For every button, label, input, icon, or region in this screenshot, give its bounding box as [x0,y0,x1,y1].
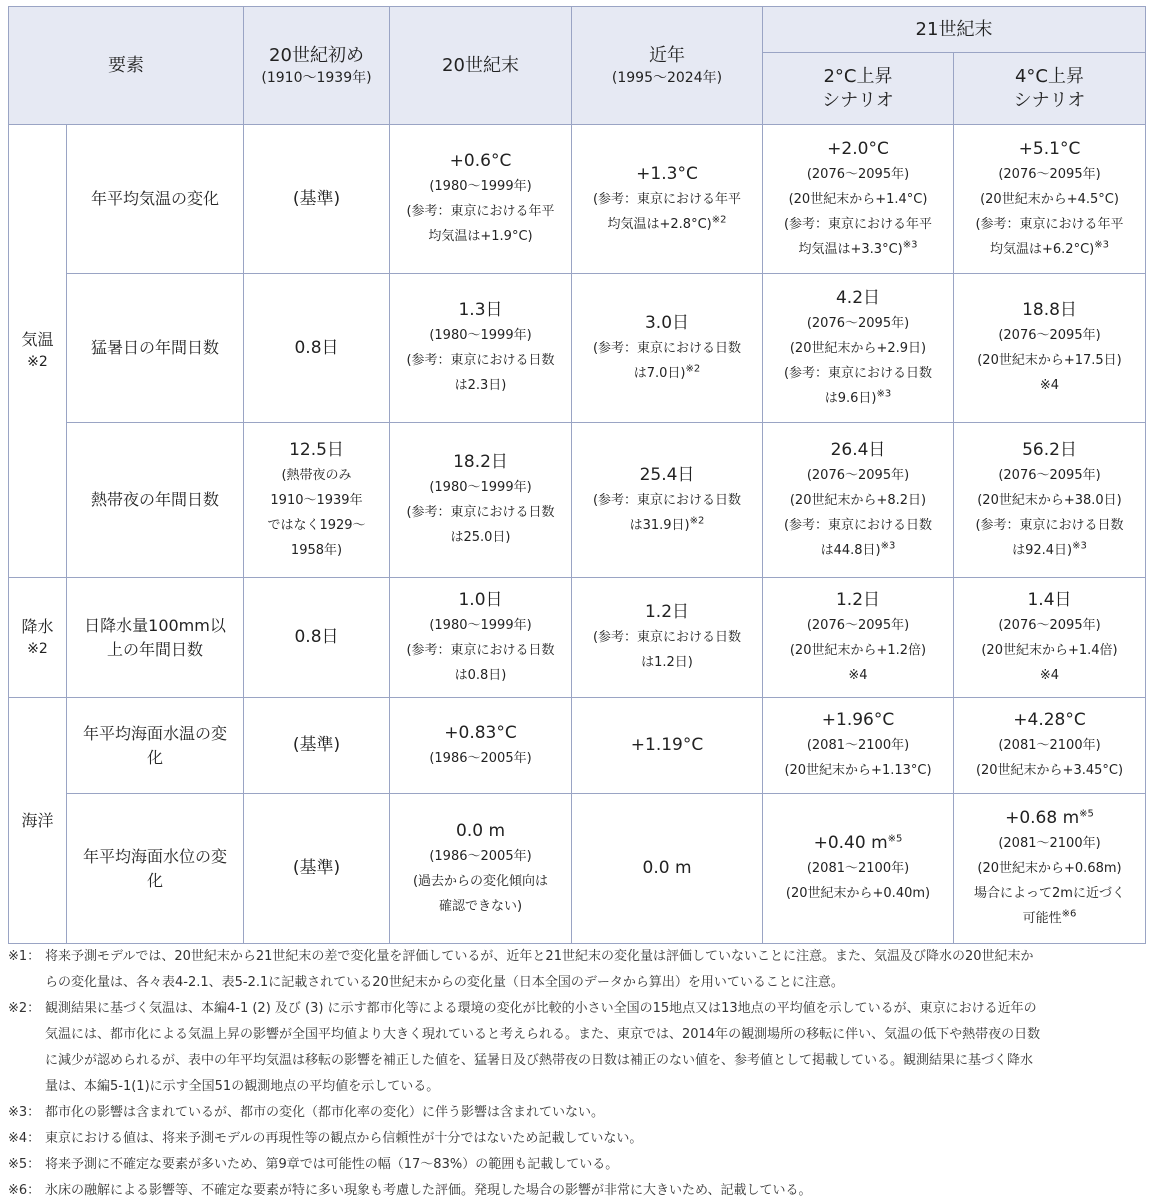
value: 3.0日 [644,312,690,333]
element-tropical-nights: 熱帯夜の年間日数 [67,423,244,578]
element-hot-days: 猛暑日の年間日数 [67,274,244,423]
note-line [766,386,950,411]
note-text: は9.6日) [824,390,877,406]
footnote-line: 氷床の融解による影響等、不確定な要素が特に多い現象も考慮した評価。発現した場合の影響が非常に大きいため、記載している。 [45,1183,812,1198]
value: 0.0 m [642,858,692,878]
footnote-line: 量は、本編5-1(1)に示す全国51の観測地点の平均値を示している。 [45,1079,440,1094]
note-text: は92.4日) [1012,542,1073,558]
change: (20世紀末から+1.4°C) [788,191,928,207]
value: +4.28°C [1013,710,1086,730]
footnote-ref: ※4 [1039,378,1060,393]
note-line: (参考：東京における日数 [783,365,933,381]
group-precipitation-name: 降水 [21,616,54,636]
cell-recent [572,423,763,578]
change: (20世紀末から+2.9日) [789,340,927,356]
table-row [9,274,1146,423]
note-text: は44.8日) [820,542,881,558]
change: (20世紀末から+0.68m) [977,861,1122,876]
note-line [766,538,950,563]
header-recent-period: (1995〜2024年) [611,69,723,86]
note-line: 場合によって2mに近づく [974,886,1125,901]
header-early-title: 20世紀初め [269,44,364,66]
footnote-text [45,1100,1146,1126]
note-line: (参考：東京における日数 [592,492,742,508]
header-element: 要素 [9,7,244,125]
header-2c-scenario [763,53,954,125]
note-line: (参考：東京における日数 [406,505,555,520]
footnote [8,996,1146,1100]
footnote-ref: ※2 [689,515,705,527]
climate-change-table [8,6,1146,944]
note-line: (参考：東京における日数 [783,517,933,533]
footnote-mark: ※3： [8,1105,41,1120]
note-line: (参考：東京における年平 [406,204,555,219]
cell-early [244,794,390,944]
cell-4c [954,698,1146,794]
cell-4c [954,125,1146,274]
footnote-line: 将来予測に不確定な要素が多いため、第9章では可能性の幅（17〜83%）の範囲も記載している。 [45,1157,619,1172]
header-2c-line2: シナリオ [822,89,894,111]
note-line [575,361,759,386]
element-line: 化 [146,747,163,767]
cell-recent [572,125,763,274]
footnote-line: 観測結果に基づく気温は、本編4-1 (2) 及び (3) に示す都市化等による環境の変化が比較的小さい全国の15地点又は13地点の平均値を示しているが、東京における近年の [45,1001,1037,1016]
group-precipitation [9,578,67,698]
note-line: (熱帯夜のみ [281,467,352,483]
note-line: (参考：東京における日数 [406,353,555,368]
note-line [575,513,759,538]
header-recent-title: 近年 [649,44,685,66]
header-4c-line2: シナリオ [1013,89,1086,111]
period: (2076〜2095年) [806,617,910,633]
value-text: +0.68 m [1005,808,1080,828]
element-line: 日降水量100mm以 [84,615,226,635]
footnote [8,1152,1146,1178]
header-21st-century-end: 21世紀末 [763,7,1146,53]
group-temperature-note: ※2 [27,354,48,370]
group-ocean [9,698,67,944]
period: (1980〜1999年) [429,179,532,194]
value: 56.2日 [1022,439,1077,460]
cell-4c [954,423,1146,578]
value: (基準) [292,188,341,209]
note-text: 均気温は+2.8°C) [607,216,712,232]
change: (20世紀末から+1.13°C) [784,763,932,778]
footnote [8,1100,1146,1126]
period: (2076〜2095年) [806,166,910,182]
footnote-line: らの変化量は、各々表4-2.1、表5-2.1に記載されている20世紀末からの変化量（日本全国のデータから算出）を用いていることに注意。 [45,975,844,990]
footnote-ref: ※4 [1039,667,1060,683]
value: (基準) [292,735,341,755]
value: +5.1°C [1018,138,1081,159]
header-2c-line1: 2°C上昇 [823,65,893,87]
group-temperature [9,125,67,578]
note-line: は1.2日) [641,655,693,670]
change: (20世紀末から+0.40m) [785,886,931,901]
footnote-ref: ※3 [1094,239,1109,251]
footnote-ref: ※3 [1072,540,1087,552]
value: 1.2日 [644,602,690,622]
footnote-line: 気温には、都市化による気温上昇の影響が全国平均値より大きく現れていると考えられる。また、東京では、2014年の観測場所の移転に伴い、気温の低下や熱帯夜の日数 [45,1027,1041,1042]
cell-2c [763,794,954,944]
note-line: (参考：東京における年平 [783,216,933,232]
footnote-mark: ※2： [8,1001,41,1016]
element-sea-surface-temp [67,698,244,794]
value: 1.0日 [458,589,503,610]
footnote-ref: ※3 [876,388,892,400]
footnote-line: 東京における値は、将来予測モデルの再現性等の観点から信頼性が十分ではないため記載していない。 [45,1131,643,1146]
footnote-ref: ※5 [887,833,903,845]
note-text: は7.0日) [633,365,686,381]
cell-late [390,423,572,578]
footnote-ref: ※6 [1061,908,1077,920]
cell-late [390,794,572,944]
note-line: (参考：東京における日数 [592,630,742,645]
note-line: (参考：東京における日数 [975,517,1124,533]
value [766,831,950,856]
element-line: 年平均海面水温の変 [82,723,227,743]
period: (2076〜2095年) [998,166,1101,182]
value: 18.2日 [453,452,508,472]
change: (20世紀末から+4.5°C) [980,191,1119,207]
value [957,806,1142,831]
note-line: は25.0日) [450,530,511,545]
cell-2c [763,274,954,423]
cell-recent [572,794,763,944]
period: (1980〜1999年) [429,328,532,343]
value: +2.0°C [827,138,889,159]
note-line: 1910〜1939年 [270,492,363,508]
footnote-mark: ※5： [8,1157,41,1172]
footnote-line: に減少が認められるが、表中の年平均気温は移転の影響を補正した値を、猛暑日及び熱帯夜の日数は補正のない値を、参考値として掲載している。観測結果に基づく降水 [45,1053,1034,1068]
value: +0.83°C [444,722,517,743]
change: (20世紀末から+1.4倍) [981,642,1118,658]
value: 1.3日 [458,300,503,320]
value: +1.96°C [821,710,895,730]
value: 18.8日 [1022,300,1077,320]
note-line: (参考：東京における日数 [592,340,742,356]
footnote-line: 都市化の影響は含まれているが、都市の変化（都市化率の変化）に伴う影響は含まれていない。 [45,1105,605,1120]
footnote-ref: ※2 [711,214,727,226]
cell-early [244,125,390,274]
note-line: ではなく1929〜 [267,517,366,533]
note-line: 均気温は+1.9°C) [428,229,533,244]
footnote-ref: ※3 [880,540,896,552]
value: (基準) [292,858,341,878]
footnote-mark: ※1： [8,949,41,964]
note-line: (参考：東京における年平 [975,216,1124,232]
element-sea-level [67,794,244,944]
footnote-mark: ※6： [8,1183,41,1198]
change: (20世紀末から+1.2倍) [789,642,927,658]
footnote-ref: ※5 [1079,808,1094,820]
footnote-ref: ※2 [685,363,701,375]
header-late-20th: 20世紀末 [390,7,572,125]
table-row [9,698,1146,794]
value: 12.5日 [289,439,344,460]
element-line: 年平均海面水位の変 [82,846,227,866]
value: 4.2日 [835,287,881,308]
cell-late [390,698,572,794]
footnote [8,1178,1146,1204]
footnote-text [45,1126,1146,1152]
note-text: 可能性 [1022,911,1062,926]
element-heavy-rain-days [67,578,244,698]
note-line: 1958年) [290,542,343,558]
footnote-ref: ※3 [902,239,918,251]
value: 0.0 m [456,820,505,841]
footnote-text [45,944,1146,996]
note-line [575,212,759,237]
note-line [957,906,1142,931]
period: (1986〜2005年) [429,848,532,864]
footnote-text [45,1178,1146,1204]
cell-early [244,274,390,423]
cell-recent [572,274,763,423]
note-text: は31.9日) [629,517,690,533]
table-row [9,423,1146,578]
period: (2076〜2095年) [998,328,1101,343]
period: (2076〜2095年) [998,617,1101,633]
cell-late [390,125,572,274]
table-row [9,794,1146,944]
cell-recent [572,578,763,698]
cell-4c [954,578,1146,698]
header-early-period: (1910〜1939年) [261,69,372,86]
value: 1.4日 [1027,589,1072,610]
footnote-text [45,996,1146,1100]
period: (2081〜2100年) [806,738,910,753]
value: 0.8日 [294,337,339,358]
cell-late [390,274,572,423]
cell-2c [763,423,954,578]
note-line: 確認できない) [438,898,523,914]
element-line: 化 [146,870,163,890]
cell-2c [763,578,954,698]
group-temperature-name: 気温 [21,330,54,349]
cell-late [390,578,572,698]
footnote-line: 将来予測モデルでは、20世紀末から21世紀末の差で変化量を評価しているが、近年と21世紀末の変化量は評価していないことに注意。また、気温及び降水の20世紀末か [45,949,1034,964]
period: (1980〜1999年) [429,480,532,495]
value-text: +0.40 m [813,833,888,853]
group-precipitation-note: ※2 [27,640,48,657]
period: (1986〜2005年) [429,750,532,766]
change: (20世紀末から+8.2日) [789,492,927,508]
period: (2081〜2100年) [998,738,1101,753]
note-text: 均気温は+6.2°C) [990,241,1095,257]
value: +1.19°C [630,735,704,755]
note-line: (参考：東京における年平 [592,191,742,207]
cell-4c [954,794,1146,944]
element-annual-temp: 年平均気温の変化 [67,125,244,274]
value: 25.4日 [639,464,695,485]
period: (2076〜2095年) [806,467,910,483]
footnote [8,944,1146,996]
period: (1980〜1999年) [429,617,532,633]
header-4c-line1: 4°C上昇 [1014,65,1085,87]
footnote-ref: ※4 [848,667,868,683]
cell-early [244,698,390,794]
note-line [766,237,950,262]
period: (2081〜2100年) [998,836,1101,851]
note-line [957,237,1142,262]
footnotes [8,944,1146,1204]
footnote [8,1126,1146,1152]
note-text: 均気温は+3.3°C) [798,241,903,257]
note-line [957,538,1142,563]
footnote-mark: ※4： [8,1131,41,1146]
change: (20世紀末から+3.45°C) [975,763,1124,778]
table-row [9,125,1146,274]
cell-2c [763,698,954,794]
note-line: (過去からの変化傾向は [412,873,549,889]
cell-early [244,423,390,578]
value: +0.6°C [449,151,512,171]
element-line: 上の年間日数 [106,639,203,659]
period: (2076〜2095年) [806,315,910,331]
cell-2c [763,125,954,274]
footnote-text [45,1152,1146,1178]
period: (2081〜2100年) [806,861,910,876]
note-line: は2.3日) [454,378,507,393]
table-row [9,578,1146,698]
value: 1.2日 [835,589,881,610]
cell-early [244,578,390,698]
period: (2076〜2095年) [998,467,1101,483]
header-early-20th [244,7,390,125]
note-line: は0.8日) [454,667,507,683]
cell-4c [954,274,1146,423]
change: (20世紀末から+38.0日) [977,492,1122,508]
change: (20世紀末から+17.5日) [977,353,1122,368]
group-ocean-name: 海洋 [21,811,54,830]
cell-recent [572,698,763,794]
header-4c-scenario [954,53,1146,125]
value: +1.3°C [636,163,698,184]
value: 0.8日 [294,627,339,647]
value: 26.4日 [830,439,886,460]
header-recent [572,7,763,125]
note-line: (参考：東京における日数 [406,642,555,658]
